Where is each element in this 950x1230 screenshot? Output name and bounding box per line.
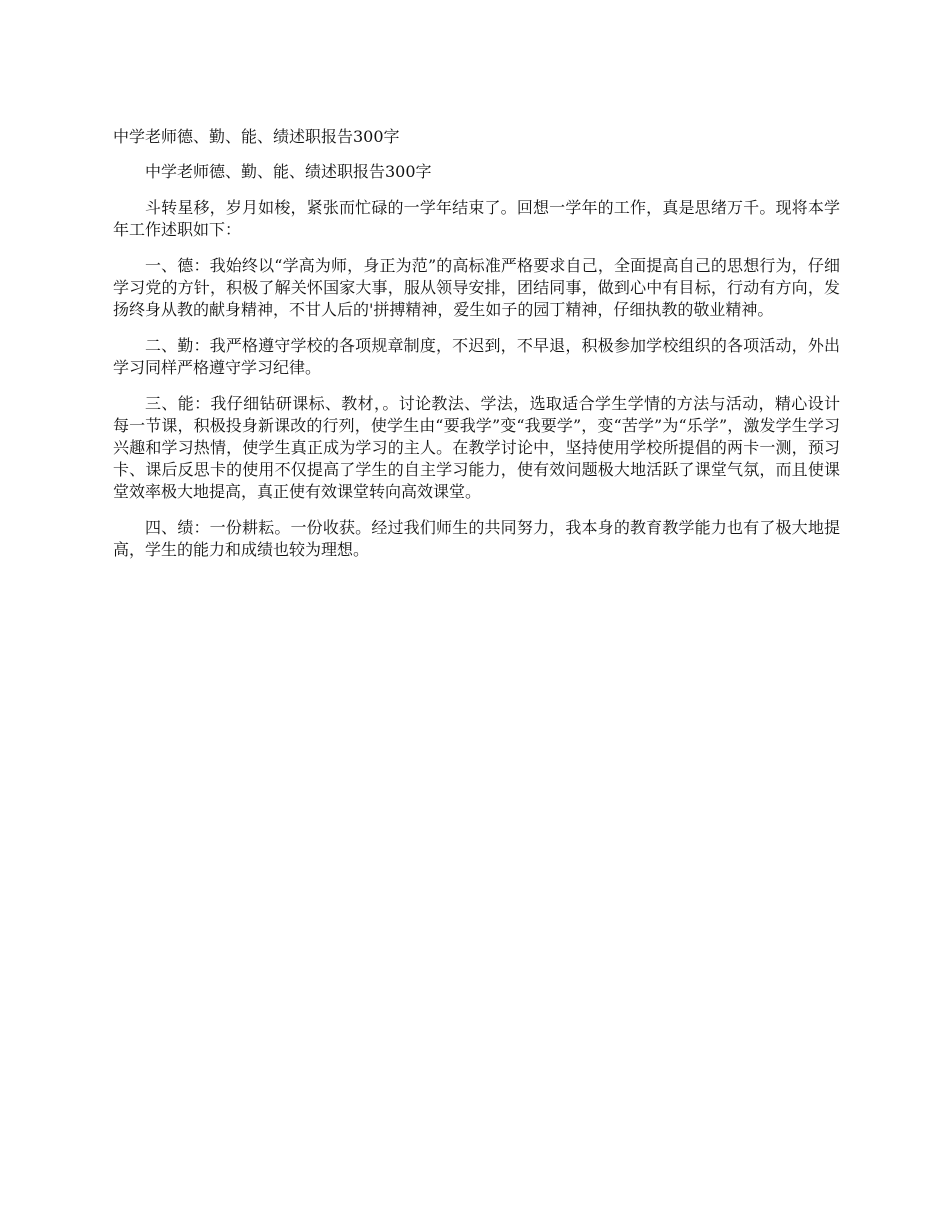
paragraph-neng: 三、能：我仔细钻研课标、教材，。讨论教法、学法，选取适合学生学情的方法与活动，精心设计每一节课，积极投身新课改的行列，使学生由“要我学”变“我要学”，变“苦学”为“乐学”，激发学生学习兴趣和学习热情，使学生真正成为学习的主人。在教学讨论中，坚持使用学校所提倡的两卡一测，预习卡、课后反思卡的使用不仅提高了学生的自主学习能力，使有效问题极大地活跃了课堂气氛，而且使课堂效率极大地提高，真正使有效课堂转向高效课堂。 (113, 394, 840, 501)
paragraph-subtitle: 中学老师德、勤、能、绩述职报告300字 (145, 162, 432, 181)
document-title: 中学老师德、勤、能、绩述职报告300字 (113, 127, 400, 146)
paragraph-ji: 四、绩：一份耕耘。一份收获。经过我们师生的共同努力，我本身的教育教学能力也有了极大地提高，学生的能力和成绩也较为理想。 (113, 518, 840, 559)
paragraph-de: 一、德：我始终以“学高为师，身正为范”的高标准严格要求自己，全面提高自己的思想行为，仔细学习党的方针，积极了解关怀国家大事，服从领导安排，团结同事，做到心中有目标，行动有方向，发扬终身从教的献身精神，不甘人后的'拼搏精神，爱生如子的园丁精神，仔细执教的敬业精神。 (113, 256, 840, 319)
document-body (113, 126, 840, 575)
paragraph-qin: 二、勤：我严格遵守学校的各项规章制度，不迟到，不早退，积极参加学校组织的各项活动，外出学习同样严格遵守学习纪律。 (113, 336, 840, 377)
paragraph-intro: 斗转星移，岁月如梭，紧张而忙碌的一学年结束了。回想一学年的工作，真是思绪万千。现将本学年工作述职如下： (113, 198, 840, 239)
